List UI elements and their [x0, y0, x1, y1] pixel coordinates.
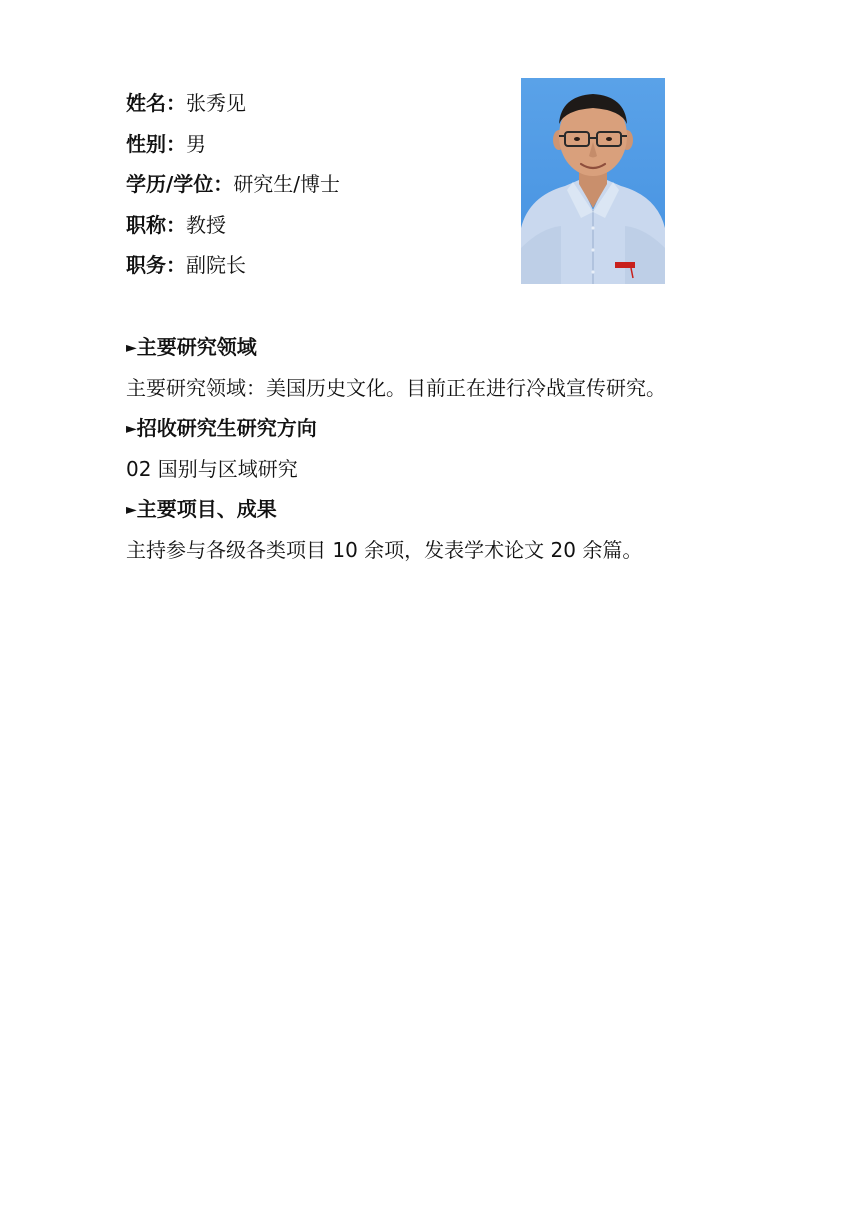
- section-body-projects-results: 主持参与各级各类项目 10 余项，发表学术论文 20 余篇。: [126, 537, 643, 562]
- name-row: [126, 86, 506, 127]
- profile-info: [126, 86, 506, 289]
- section-heading-text: 主要研究领域: [136, 335, 257, 359]
- degree-label: 学历/学位：: [126, 172, 234, 196]
- section-heading-enrollment-direction: [126, 409, 826, 450]
- position-value: 副院长: [186, 253, 246, 277]
- degree-value: 研究生/博士: [233, 172, 341, 196]
- title-label: 职称：: [126, 212, 186, 237]
- title-value: 教授: [186, 212, 226, 237]
- name-label: 姓名：: [126, 91, 186, 115]
- gender-label: 性别：: [126, 131, 186, 156]
- position-label: 职务：: [126, 253, 186, 277]
- section-heading-projects-results: [126, 490, 826, 531]
- section-heading-research-field: [126, 328, 826, 369]
- section-body-research-field: 主要研究领域：美国历史文化。目前正在进行冷战宣传研究。: [126, 375, 666, 400]
- arrow-right-icon: ►: [126, 421, 137, 437]
- profile-sections: [126, 328, 826, 571]
- arrow-right-icon: ►: [126, 340, 137, 356]
- section-body-enrollment-direction: 02 国别与区域研究: [126, 456, 298, 481]
- position-row: [126, 248, 506, 289]
- title-row: [126, 208, 506, 249]
- section-heading-text: 招收研究生研究方向: [136, 416, 317, 440]
- arrow-right-icon: ►: [126, 502, 137, 518]
- portrait-illustration: [521, 78, 665, 284]
- degree-row: [126, 167, 506, 208]
- gender-value: 男: [186, 131, 206, 156]
- portrait-photo: [521, 78, 665, 284]
- gender-row: [126, 127, 506, 168]
- name-value: 张秀见: [186, 91, 246, 115]
- section-heading-text: 主要项目、成果: [136, 497, 277, 521]
